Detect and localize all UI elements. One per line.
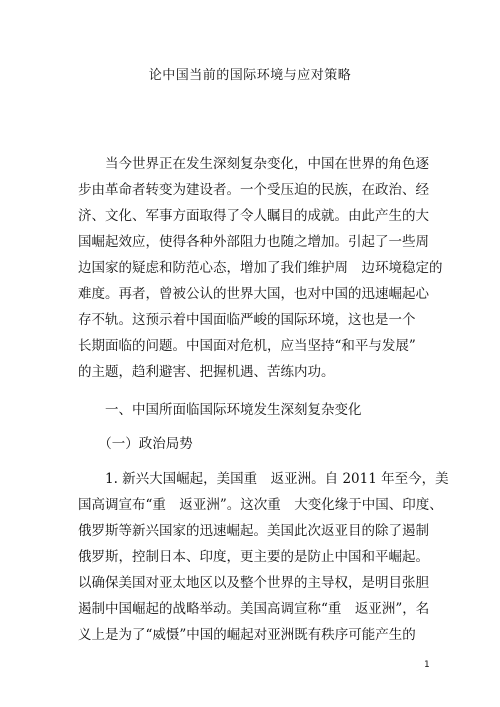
paragraph-line: 国高调宣布“重 返亚洲”。这次重 大变化缘于中国、印度、	[78, 497, 443, 513]
paragraph-line: 难度。再者，曾被公认的世界大国，也对中国的迅速崛起心	[78, 286, 429, 302]
paragraph-line: 边国家的疑虑和防范心态，增加了我们维护周 边环境稳定的	[78, 260, 443, 276]
paragraph-line: 俄罗斯，控制日本、印度，更主要的是防止中国和平崛起。	[78, 549, 429, 565]
paragraph-line: 以确保美国对亚太地区以及整个世界的主导权，是明目张胆	[78, 575, 429, 591]
paragraph-line: 义上是为了“威慑”中国的崛起对亚洲既有秩序可能产生的	[78, 627, 416, 643]
subsection-heading: （一）政治局势	[78, 436, 193, 452]
paragraph-line: 的主题，趋利避害、把握机遇、苦练内功。	[78, 364, 335, 380]
paragraph-line: 遏制中国崛起的战略举动。美国高调宣称“重 返亚洲”，名	[78, 601, 430, 617]
paragraph-line: 当今世界正在发生深刻复杂变化，中国在世界的角色逐	[78, 156, 429, 172]
paragraph-line: 国崛起效应，使得各种外部阻力也随之增加。引起了一些周	[78, 234, 429, 250]
document-title: 论中国当前的国际环境与应对策略	[148, 68, 352, 83]
paragraph-line: 存不轨。这预示着中国面临严峻的国际环境，这也是一个	[78, 312, 416, 328]
page-number: 1	[424, 660, 430, 670]
section-heading: 一、中国所面临国际环境发生深刻复杂变化	[78, 402, 362, 418]
paragraph-line: 长期面临的问题。中国面对危机，应当坚持“和平与发展”	[78, 338, 416, 354]
paragraph-line: 济、文化、军事方面取得了令人瞩目的成就。由此产生的大	[78, 208, 429, 224]
paragraph-line: 俄罗斯等新兴国家的迅速崛起。美国此次返亚目的除了遏制	[78, 523, 429, 539]
paragraph-line: 步由革命者转变为建设者。一个受压迫的民族，在政治、经	[78, 182, 429, 198]
paragraph-line: 1. 新兴大国崛起，美国重 返亚洲。自 2011 年至今，美	[78, 471, 449, 487]
